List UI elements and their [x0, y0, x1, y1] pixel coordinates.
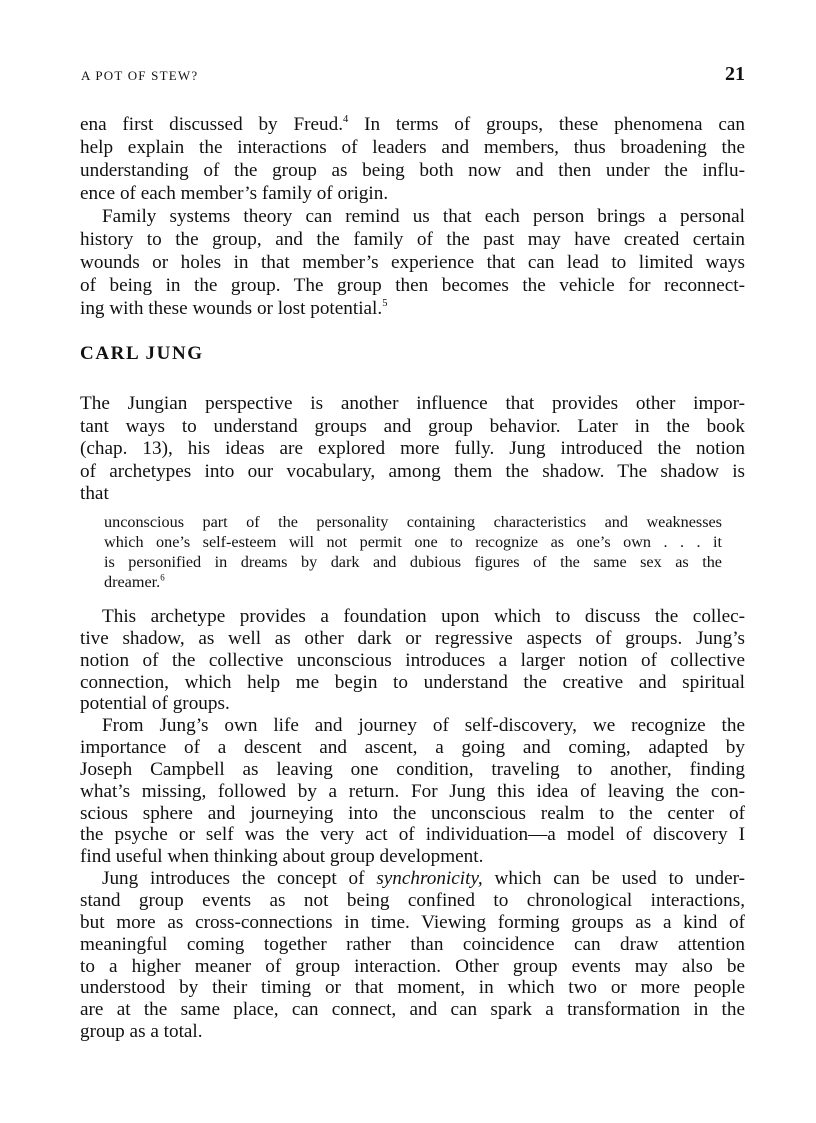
line-text: connection, which help me begin to understand the creative and spiritual — [80, 671, 745, 693]
text-line — [80, 890, 745, 912]
text-line — [80, 159, 745, 182]
text-line — [80, 228, 745, 251]
text-line — [80, 113, 745, 136]
line-text: what’s missing, followed by a return. For Jung this idea of leaving the con- — [80, 780, 745, 802]
line-text: the psyche or self was the very act of individuation—a model of discovery I — [80, 824, 745, 846]
line-text: help explain the interactions of leaders and members, thus broadening the — [80, 137, 745, 158]
page-number: 21 — [725, 63, 745, 85]
paragraph-archetype-synchronicity — [80, 606, 745, 1043]
text-line — [80, 803, 745, 825]
text-line — [80, 438, 745, 461]
line-text: history to the group, and the family of the past may have created certain — [80, 229, 745, 250]
text-line — [80, 205, 745, 228]
line-text: understood by their timing or that moment, in which two or more people — [80, 977, 745, 999]
line-text: Jung introduces the concept of — [102, 868, 377, 890]
line-text: meaningful coming together rather than coincidence can draw attention — [80, 933, 745, 955]
text-line — [80, 297, 745, 320]
line-text: of being in the group. The group then becomes the vehicle for reconnect- — [80, 275, 745, 296]
line-text: that — [80, 483, 109, 504]
line-text: but more as cross-connections in time. Viewing forming groups as a kind of — [80, 911, 745, 933]
line-text: Joseph Campbell as leaving one condition, traveling to another, finding — [80, 758, 745, 780]
footnote-marker: 4 — [343, 114, 349, 126]
text-line — [104, 552, 722, 572]
text-line — [80, 672, 745, 694]
text-line — [80, 715, 745, 737]
text-line — [80, 274, 745, 297]
line-text: (chap. 13), his ideas are explored more fully. Jung introduced the notion — [80, 438, 745, 459]
text-line — [80, 912, 745, 934]
text-line — [80, 977, 745, 999]
line-text: tant ways to understand groups and group behavior. Later in the book — [80, 415, 745, 437]
running-header-title: A POT OF STEW? — [81, 68, 199, 83]
line-text: is personified in dreams by dark and dubious figures of the same sex as the — [104, 553, 722, 571]
paragraph-jungian-perspective — [80, 393, 745, 506]
text-line — [80, 1021, 745, 1043]
line-text: understanding of the group as being both now and then under the influ- — [80, 160, 745, 181]
line-text: which one’s self-esteem will not permit one to recognize as one’s own . . . it — [104, 533, 722, 551]
block-quote — [104, 512, 722, 592]
line-text: notion of the collective unconscious introduces a larger notion of collective — [80, 649, 745, 671]
line-text: are at the same place, can connect, and can spark a transformation in the — [80, 999, 745, 1021]
italic-term: synchronicity, — [376, 868, 483, 890]
line-text: From Jung’s own life and journey of self-discovery, we recognize the — [102, 715, 745, 737]
line-text: In terms of groups, these phenomena can — [348, 114, 745, 135]
line-text: ena first discussed by Freud. — [80, 114, 344, 135]
text-line — [80, 628, 745, 650]
line-text: find useful when thinking about group development. — [80, 846, 484, 868]
line-text: This archetype provides a foundation upon which to discuss the collec- — [102, 606, 745, 627]
line-text: The Jungian perspective is another influence that provides other impor- — [80, 393, 745, 414]
text-line — [80, 759, 745, 781]
line-text: tive shadow, as well as other dark or regressive aspects of groups. Jung’s — [80, 627, 745, 649]
footnote-marker: 6 — [160, 572, 165, 583]
line-text: ing with these wounds or lost potential. — [80, 298, 383, 319]
section-heading: CARL JUNG — [80, 343, 204, 364]
text-line — [80, 824, 745, 846]
footnote-marker: 5 — [382, 298, 388, 310]
line-text: Family systems theory can remind us that each person brings a personal — [102, 206, 745, 227]
text-line — [80, 999, 745, 1021]
line-text: potential of groups. — [80, 693, 230, 715]
text-line — [80, 868, 745, 890]
text-line — [80, 934, 745, 956]
line-text: scious sphere and journeying into the unconscious realm to the center of — [80, 802, 745, 824]
line-text: ence of each member’s family of origin. — [80, 183, 389, 204]
text-line — [104, 532, 722, 552]
paragraph-family-systems — [80, 113, 745, 320]
text-line — [80, 781, 745, 803]
line-text: importance of a descent and ascent, a going and coming, adapted by — [80, 737, 745, 759]
text-line — [80, 136, 745, 159]
line-text: dreamer. — [104, 573, 161, 591]
text-line — [80, 650, 745, 672]
text-line — [80, 251, 745, 274]
text-line — [80, 461, 745, 484]
text-line — [80, 182, 745, 205]
line-text: unconscious part of the personality containing characteristics and weaknesses — [104, 513, 722, 531]
line-text: stand group events as not being confined to chronological interactions, — [80, 889, 745, 911]
text-line — [104, 572, 722, 592]
text-line — [80, 693, 745, 715]
text-line — [104, 512, 722, 532]
line-text: of archetypes into our vocabulary, among them the shadow. The shadow is — [80, 460, 745, 482]
line-text: to a higher meaner of group interaction. Other group events may also be — [80, 955, 745, 977]
text-line — [80, 483, 745, 506]
text-line — [80, 393, 745, 416]
line-text: wounds or holes in that member’s experience that can lead to limited ways — [80, 252, 745, 273]
text-line — [80, 606, 745, 628]
text-line — [80, 737, 745, 759]
line-text: group as a total. — [80, 1021, 203, 1043]
text-line — [80, 956, 745, 978]
line-text: which can be used to under- — [482, 868, 745, 890]
text-line — [80, 846, 745, 868]
text-line — [80, 416, 745, 439]
